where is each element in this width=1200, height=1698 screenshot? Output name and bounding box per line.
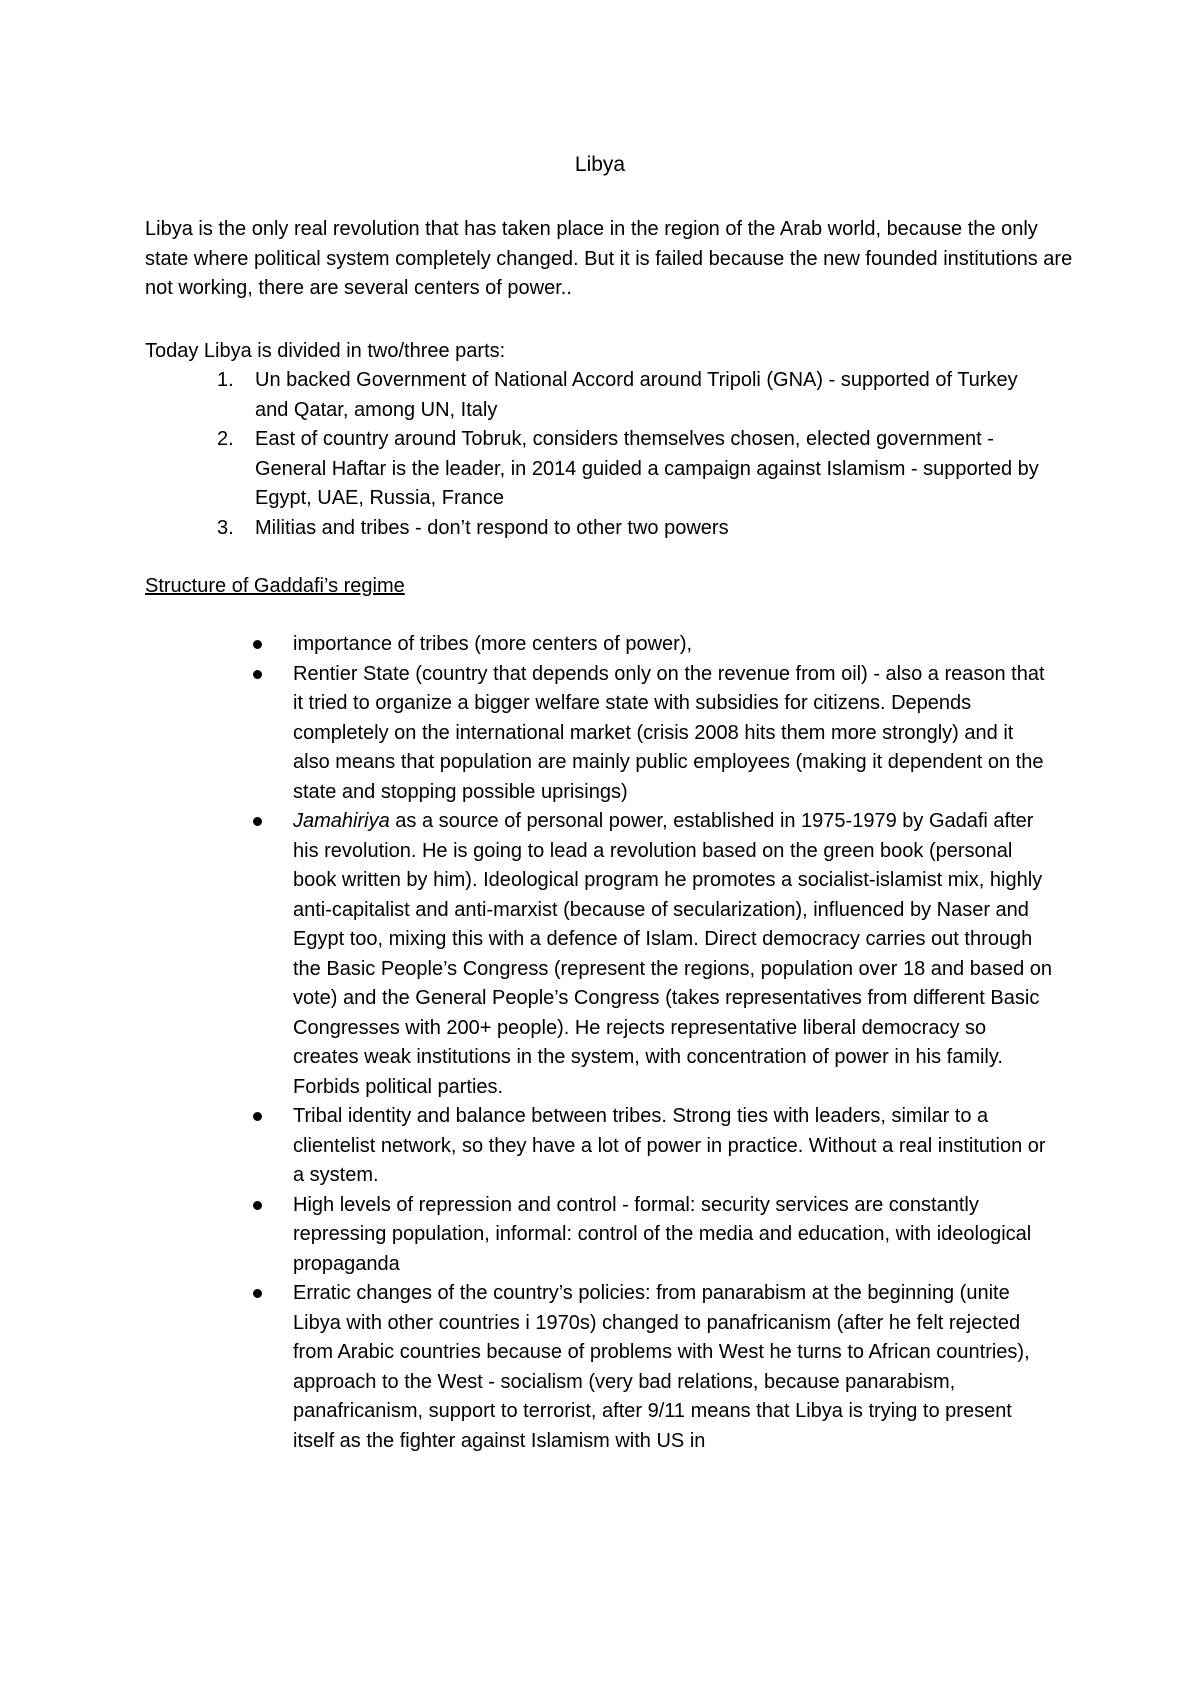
list-item [145,1191,1075,1280]
list-item [145,1279,1075,1456]
list-item [145,425,1065,514]
list-item-text: High levels of repression and control - formal: security services are constantly repressing population, informal: control of the media and education, with ideological propaganda [293,1193,1032,1275]
bullet-icon [253,640,262,649]
page-title: Libya [574,153,626,176]
list-number: 2. [217,428,234,450]
list-number: 3. [217,516,234,539]
list-item-text: Rentier State (country that depends only on the revenue from oil) - also a reason that it tried to organize a bigger welfare state with subsidies for citizens. Depends completely on the international market (crisis 2008 hits them more strongly) and it also means that population are mainly public employees (making it dependent on the state and stopping possible uprisings) [293,662,1045,803]
intro-paragraph: Libya is the only real revolution that has taken place in the region of the Arab world, because the only state where political system completely changed. But it is failed because the new founded institutions are not working, there are several centers of power.. [145,218,1073,299]
list-item-text: Tribal identity and balance between tribes. Strong ties with leaders, similar to a clientelist network, so they have a lot of power in practice. Without a real institution or a system. [293,1105,1046,1186]
bullet-icon [253,1201,262,1210]
list-item [145,660,1075,808]
bullet-icon [253,817,262,826]
list-item-text: Militias and tribes - don’t respond to other two powers [255,516,729,539]
parts-heading: Today Libya is divided in two/three parts: [145,340,506,362]
list-item [145,366,1065,425]
list-item [145,1102,1075,1191]
list-item-text: Erratic changes of the country’s policies: from panarabism at the beginning (unite Libya with other countries i 1970s) changed to panafricanism (after he felt rejected from Arabic countries because of problems with West he turns to African countries), approach to the West - socialism (very bad relations, because panarabism, panafricanism, support to terrorist, after 9/11 means that Libya is trying to present itself as the fighter against Islamism with US in [293,1282,1030,1452]
list-item-text: East of country around Tobruk, considers themselves chosen, elected government - General Haftar is the leader, in 2014 guided a campaign against Islamism - supported by Egypt, UAE, Russia, France [255,428,1039,509]
list-item-text: Un backed Government of National Accord around Tripoli (GNA) - supported of Turkey and Qatar, among UN, Italy [255,369,1018,421]
bullet-icon [253,670,262,679]
list-item [145,514,1065,544]
bullet-icon [253,1289,262,1298]
parts-list [145,366,1065,543]
list-number: 1. [217,369,234,391]
bullet-icon [253,1112,262,1121]
regime-bullet-list [145,630,1075,1456]
list-item [145,630,1075,660]
list-item-text: as a source of personal power, established in 1975-1979 by Gadafi after his revolution. He is going to lead a revolution based on the green book (personal book written by him). Ideological program he promotes a socialist-islamist mix, highly anti-capitalist and anti-marxist (because of secularization), influenced by Naser and Egypt too, mixing this with a defence of Islam. Direct democracy carries out through the Basic People’s Congress (represent the regions, population over 18 and based on vote) and the General People’s Congress (takes representatives from different Basic Congresses with 200+ people). He rejects representative liberal democracy so creates weak institutions in the system, with concentration of power in his family. Forbids political parties. [293,810,1053,1098]
list-item [145,807,1075,1102]
section-heading: Structure of Gaddafi’s regime [145,575,405,597]
list-item-text: importance of tribes (more centers of power), [293,633,693,655]
italic-term: Jamahiriya [293,810,390,832]
